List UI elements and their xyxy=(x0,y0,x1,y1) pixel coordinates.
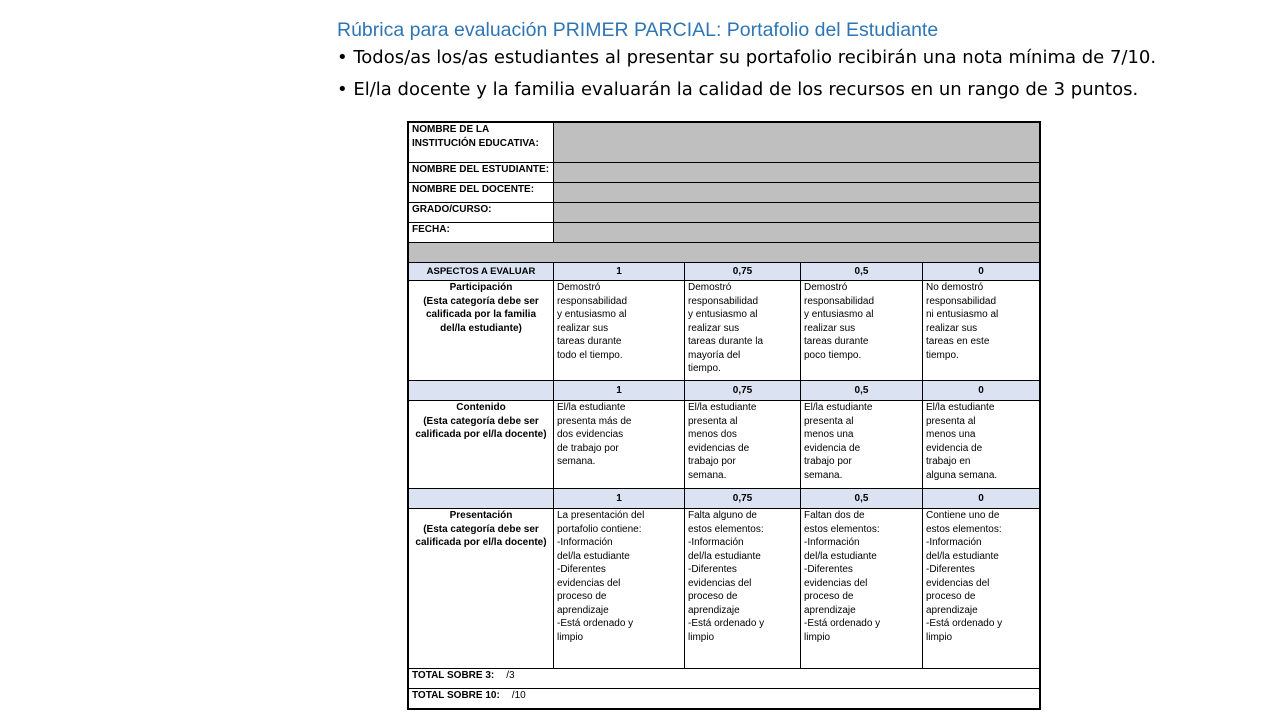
gray-separator xyxy=(409,243,1040,263)
score-label: 0 xyxy=(923,263,1040,281)
info-row-institution xyxy=(409,123,1040,163)
slide-title: Rúbrica para evaluación PRIMER PARCIAL: Portafolio del Estudiante xyxy=(337,19,939,41)
info-row-teacher xyxy=(409,183,1040,203)
descriptor-cell: Faltan dos de estos elementos: -Información del/la estudiante -Diferentes evidencias del proceso de aprendizaje -Está ordenado y limpio xyxy=(801,509,923,669)
descriptor-cell: El/la estudiante presenta al menos una evidencia de trabajo por semana. xyxy=(801,401,923,489)
bullet-evaluation-range: • El/la docente y la familia evaluarán la calidad de los recursos en un rango de 3 puntos. xyxy=(337,79,1139,100)
descriptor-cell: Demostró responsabilidad y entusiasmo al realizar sus tareas durante la mayoría del tiempo. xyxy=(685,281,801,381)
category-name: Presentación (Esta categoría debe ser calificada por el/la docente) xyxy=(409,509,554,669)
descriptor-cell: El/la estudiante presenta al menos dos evidencias de trabajo por semana. xyxy=(685,401,801,489)
total-value: /3 xyxy=(506,670,515,681)
category-name: Contenido (Esta categoría debe ser calificada por el/la docente) xyxy=(409,401,554,489)
info-row-grade xyxy=(409,203,1040,223)
field-label-date: FECHA: xyxy=(409,223,554,243)
category-row-presentacion xyxy=(409,509,1040,669)
score-label: 1 xyxy=(554,263,685,281)
separator-row xyxy=(409,243,1040,263)
descriptor-cell: La presentación del portafolio contiene: -Información del/la estudiante -Diferentes evidencias del proceso de aprendizaje -Está ordenado y limpio xyxy=(554,509,685,669)
info-row-student xyxy=(409,163,1040,183)
total-row-10 xyxy=(409,689,1040,709)
info-row-date xyxy=(409,223,1040,243)
score-header-row-3 xyxy=(409,489,1040,509)
field-value-date[interactable] xyxy=(554,223,1040,243)
descriptor-cell: Falta alguno de estos elementos: -Información del/la estudiante -Diferentes evidencias del proceso de aprendizaje -Está ordenado y limpio xyxy=(685,509,801,669)
field-value-student[interactable] xyxy=(554,163,1040,183)
field-label-institution: NOMBRE DE LA INSTITUCIÓN EDUCATIVA: xyxy=(409,123,554,163)
total-over-3 xyxy=(409,669,1040,689)
field-label-student: NOMBRE DEL ESTUDIANTE: xyxy=(409,163,554,183)
bullet-minimum-grade: • Todos/as los/as estudiantes al presentar su portafolio recibirán una nota mínima de 7/10. xyxy=(337,47,1157,68)
descriptor-cell: El/la estudiante presenta al menos una evidencia de trabajo en alguna semana. xyxy=(923,401,1040,489)
descriptor-cell: Demostró responsabilidad y entusiasmo al realizar sus tareas durante poco tiempo. xyxy=(801,281,923,381)
rubric-table xyxy=(407,121,1041,710)
score-label-empty xyxy=(409,381,554,401)
total-row-3 xyxy=(409,669,1040,689)
score-label: 0 xyxy=(923,489,1040,509)
category-row-participacion xyxy=(409,281,1040,381)
total-label: TOTAL SOBRE 3: xyxy=(412,670,495,681)
field-label-grade: GRADO/CURSO: xyxy=(409,203,554,223)
total-value: /10 xyxy=(511,690,526,701)
total-over-10 xyxy=(409,689,1040,709)
score-header-row-1 xyxy=(409,263,1040,281)
field-value-institution[interactable] xyxy=(554,123,1040,163)
field-value-teacher[interactable] xyxy=(554,183,1040,203)
score-label: 0,75 xyxy=(685,263,801,281)
descriptor-cell: El/la estudiante presenta más de dos evidencias de trabajo por semana. xyxy=(554,401,685,489)
score-label: 0 xyxy=(923,381,1040,401)
score-label: 0,75 xyxy=(685,381,801,401)
score-label: 0,5 xyxy=(801,489,923,509)
category-name: Participación (Esta categoría debe ser calificada por la familia del/la estudiante) xyxy=(409,281,554,381)
score-label: 1 xyxy=(554,381,685,401)
field-label-teacher: NOMBRE DEL DOCENTE: xyxy=(409,183,554,203)
descriptor-cell: Demostró responsabilidad y entusiasmo al realizar sus tareas durante todo el tiempo. xyxy=(554,281,685,381)
score-label: 0,5 xyxy=(801,381,923,401)
score-label: 0,75 xyxy=(685,489,801,509)
score-label: 0,5 xyxy=(801,263,923,281)
descriptor-cell: Contiene uno de estos elementos: -Información del/la estudiante -Diferentes evidencias del proceso de aprendizaje -Está ordenado y limpio xyxy=(923,509,1040,669)
category-row-contenido xyxy=(409,401,1040,489)
score-header-row-2 xyxy=(409,381,1040,401)
descriptor-cell: No demostró responsabilidad ni entusiasmo al realizar sus tareas en este tiempo. xyxy=(923,281,1040,381)
field-value-grade[interactable] xyxy=(554,203,1040,223)
score-label-empty xyxy=(409,489,554,509)
aspects-header: ASPECTOS A EVALUAR xyxy=(409,263,554,281)
score-label: 1 xyxy=(554,489,685,509)
total-label: TOTAL SOBRE 10: xyxy=(412,690,500,701)
